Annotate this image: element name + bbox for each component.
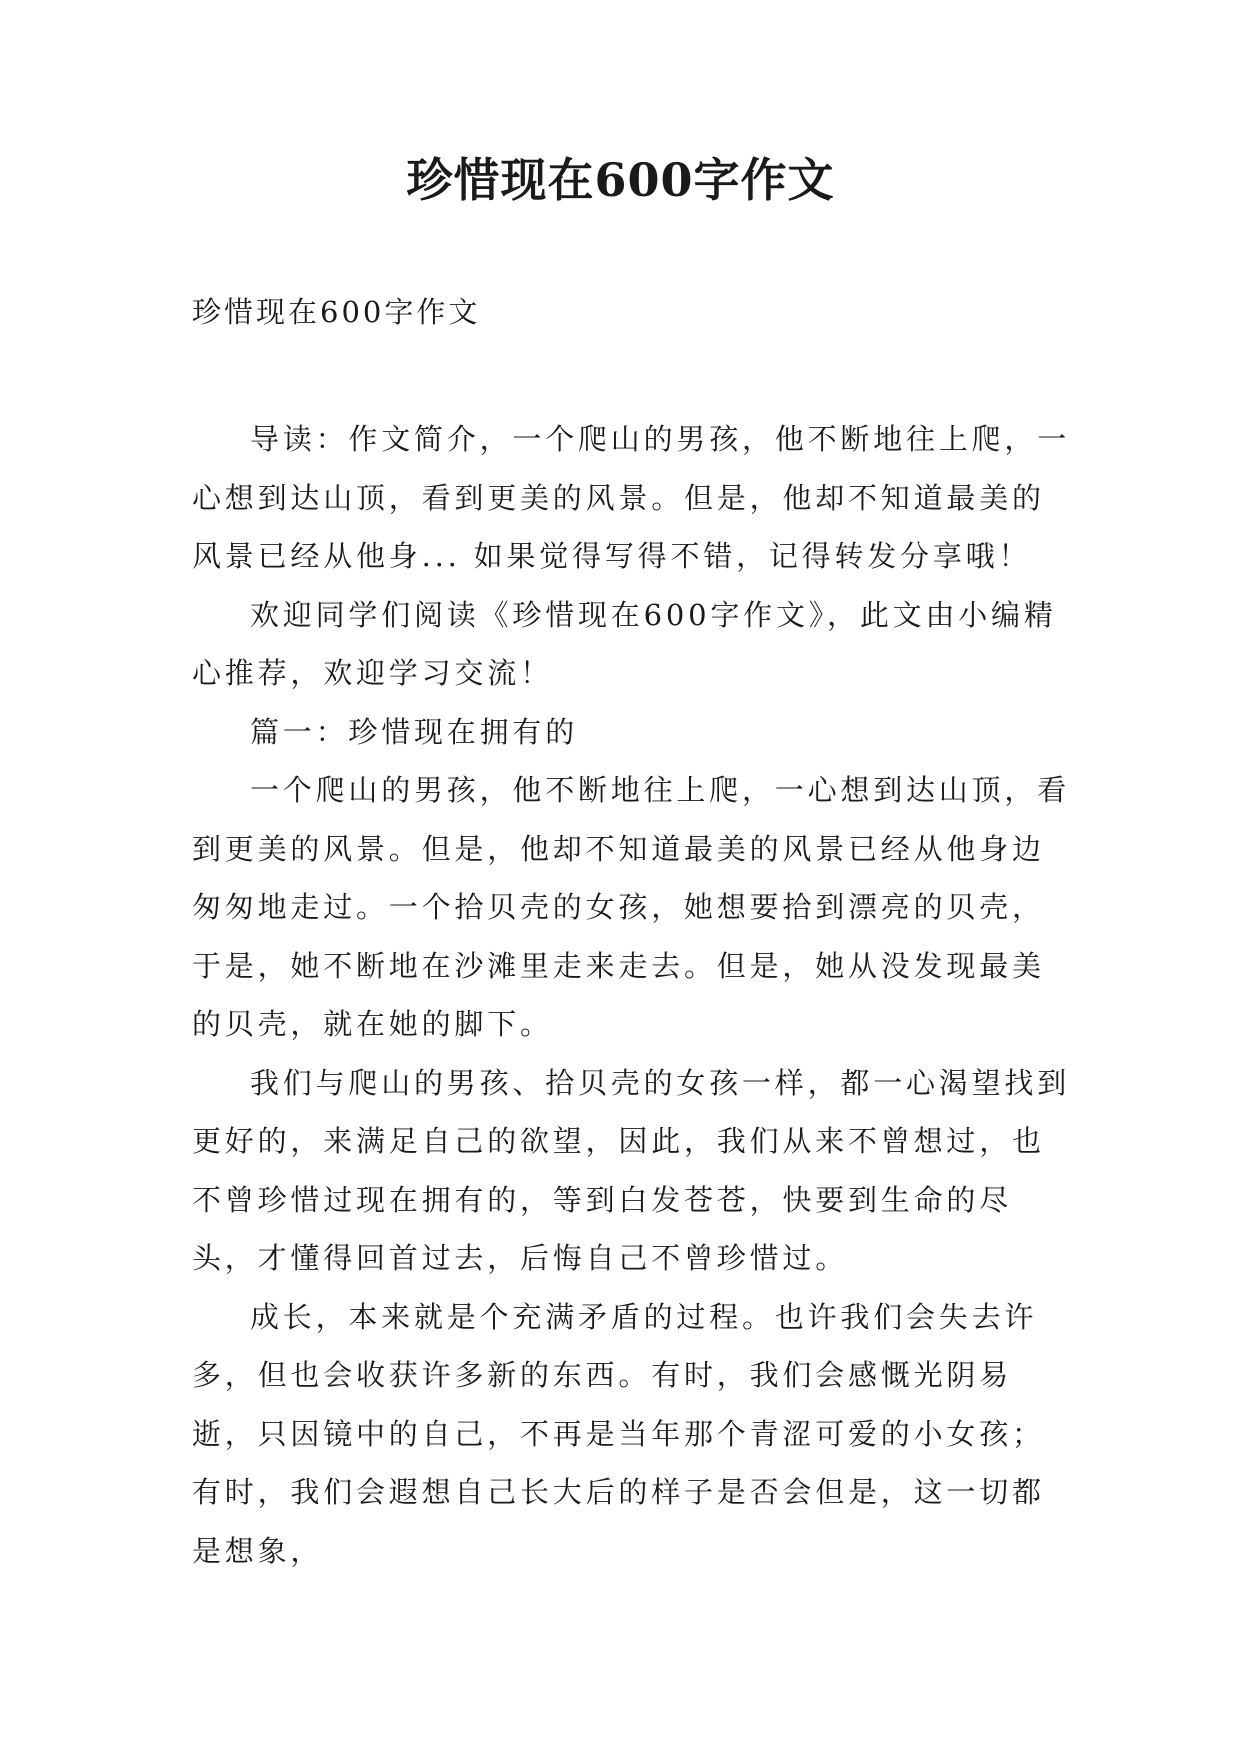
paragraph-intro: 导读：作文简介，一个爬山的男孩，他不断地往上爬，一心想到达山顶，看到更美的风景。但是，他却不知道最美的风景已经从他身... 如果觉得写得不错，记得转发分享哦！ (192, 422, 1071, 573)
document-title: 珍惜现在600字作文 (406, 153, 835, 207)
section-heading: 篇一：珍惜现在拥有的 (250, 714, 579, 749)
document-body (192, 410, 1072, 1580)
paragraph-body-1: 一个爬山的男孩，他不断地往上爬，一心想到达山顶，看到更美的风景。但是，他却不知道最美的风景已经从他身边匆匆地走过。一个拾贝壳的女孩，她想要拾到漂亮的贝壳，于是，她不断地在沙滩里走来走去。但是，她从没发现最美的贝壳，就在她的脚下。 (192, 773, 1071, 1041)
paragraph-body-2: 我们与爬山的男孩、拾贝壳的女孩一样，都一心渴望找到更好的，来满足自己的欲望，因此，我们从来不曾想过，也不曾珍惜过现在拥有的，等到白发苍苍，快要到生命的尽头，才懂得回首过去，后悔自己不曾珍惜过。 (192, 1065, 1071, 1275)
paragraph-body-3: 成长，本来就是个充满矛盾的过程。也许我们会失去许多，但也会收获许多新的东西。有时，我们会感慨光阴易逝，只因镜中的自己，不再是当年那个青涩可爱的小女孩；有时，我们会遐想自己长大后的样子是否会但是，这一切都是想象， (192, 1299, 1045, 1568)
paragraph-welcome: 欢迎同学们阅读《珍惜现在600字作文》，此文由小编精心推荐，欢迎学习交流！ (192, 597, 1057, 690)
document-subtitle: 珍惜现在600字作文 (192, 295, 481, 329)
